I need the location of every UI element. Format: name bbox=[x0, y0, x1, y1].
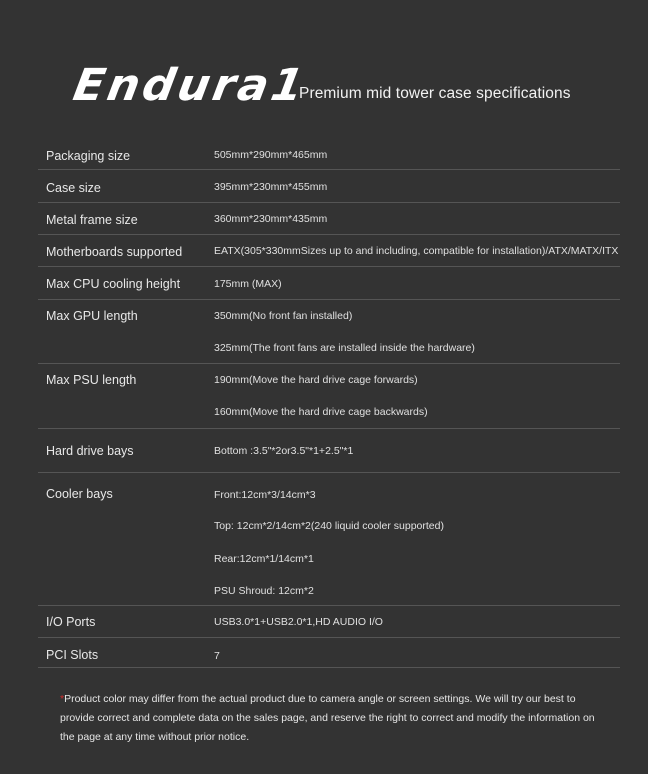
spec-value: 395mm*230mm*455mm bbox=[214, 181, 328, 193]
spec-label: Cooler bays bbox=[46, 487, 113, 501]
spec-label: Case size bbox=[46, 181, 101, 195]
spec-value: 325mm(The front fans are installed inside the hardware) bbox=[214, 342, 475, 354]
spec-row bbox=[38, 267, 620, 300]
spec-value: Front:12cm*3/14cm*3 bbox=[214, 489, 316, 501]
spec-row bbox=[38, 140, 620, 170]
disclaimer-text: Product color may differ from the actual product due to camera angle or screen settings. We will try our best to provide correct and complete data on the sales page, and reserve the right to correct and modify the information on the page at any time without prior notice. bbox=[60, 693, 595, 743]
spec-label: Motherboards supported bbox=[46, 245, 183, 259]
header bbox=[0, 0, 648, 140]
disclaimer-notice bbox=[60, 690, 600, 747]
spec-label: Max GPU length bbox=[46, 309, 138, 323]
spec-row bbox=[38, 235, 620, 267]
spec-row bbox=[38, 429, 620, 473]
spec-value: Rear:12cm*1/14cm*1 bbox=[214, 553, 314, 565]
spec-value: Bottom :3.5"*2or3.5"*1+2.5"*1 bbox=[214, 445, 354, 457]
spec-value: 160mm(Move the hard drive cage backwards) bbox=[214, 406, 428, 418]
spec-table bbox=[38, 140, 620, 668]
spec-label: Max PSU length bbox=[46, 373, 137, 387]
spec-row bbox=[38, 300, 620, 364]
spec-label: Metal frame size bbox=[46, 213, 138, 227]
spec-label: Hard drive bays bbox=[46, 444, 134, 458]
spec-row bbox=[38, 203, 620, 235]
spec-value: 190mm(Move the hard drive cage forwards) bbox=[214, 374, 418, 386]
spec-row bbox=[38, 638, 620, 668]
spec-value: 360mm*230mm*435mm bbox=[214, 213, 328, 225]
spec-value: 505mm*290mm*465mm bbox=[214, 149, 328, 161]
spec-value: Top: 12cm*2/14cm*2(240 liquid cooler supported) bbox=[214, 520, 444, 532]
spec-value: PSU Shroud: 12cm*2 bbox=[214, 585, 314, 597]
spec-label: Max CPU cooling height bbox=[46, 277, 181, 291]
spec-label: I/O Ports bbox=[46, 615, 96, 629]
spec-row bbox=[38, 473, 620, 606]
page-subtitle: Premium mid tower case specifications bbox=[299, 85, 571, 102]
spec-value: USB3.0*1+USB2.0*1,HD AUDIO I/O bbox=[214, 616, 383, 628]
spec-label: PCI Slots bbox=[46, 648, 99, 662]
spec-value: EATX(305*330mmSizes up to and including, compatible for installation)/ATX/MATX/ITX bbox=[214, 245, 619, 257]
spec-row bbox=[38, 170, 620, 203]
spec-row bbox=[38, 364, 620, 429]
spec-row bbox=[38, 606, 620, 638]
spec-label: Packaging size bbox=[46, 149, 131, 163]
brand-logo: Endura1 bbox=[69, 60, 311, 111]
spec-value: 7 bbox=[214, 650, 220, 662]
asterisk-mark: * bbox=[60, 693, 65, 705]
spec-value: 350mm(No front fan installed) bbox=[214, 310, 353, 322]
spec-value: 175mm (MAX) bbox=[214, 278, 282, 290]
